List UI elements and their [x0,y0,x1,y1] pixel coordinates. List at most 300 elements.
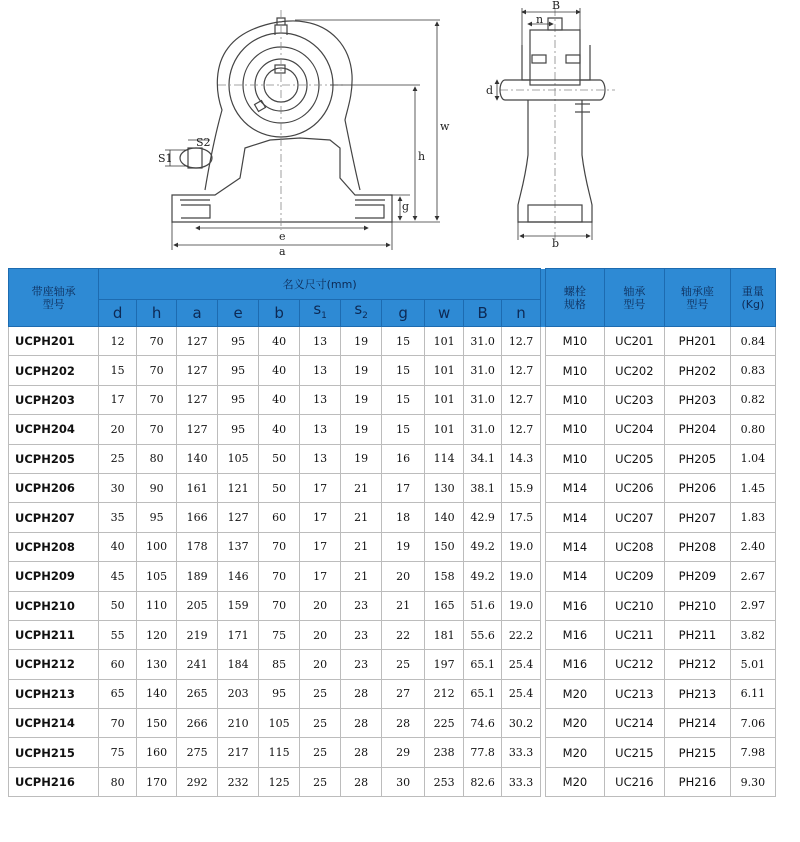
cell-b: 31.0 [464,327,502,356]
cell-s1: 13 [300,415,341,444]
cell-n: 25.4 [502,679,541,708]
header-symbol-text: b [274,303,284,322]
table-row [9,532,776,561]
cell-g: 28 [382,709,425,738]
cell-n: 12.7 [502,415,541,444]
cell-e: 95 [218,385,259,414]
table-row [9,503,776,532]
cell-d: 20 [99,415,137,444]
header-bolt-text: 螺栓 规格 [563,284,586,311]
cell-s1: 25 [300,679,341,708]
cell-s1: 17 [300,532,341,561]
header-bearing-text: 轴承 型号 [623,284,646,311]
cell-b: 70 [259,562,300,591]
header-dimensions-text: 名义尺寸(mm) [282,277,357,291]
cell-e: 217 [218,738,259,767]
cell-b: 40 [259,385,300,414]
cell-housing: PH214 [665,709,731,738]
cell-a: 178 [177,532,218,561]
cell-s1: 20 [300,650,341,679]
cell-s2: 23 [341,591,382,620]
cell-bearing: UC207 [604,503,664,532]
cell-a: 127 [177,385,218,414]
cell-weight: 9.30 [730,767,775,796]
cell-b: 40 [259,415,300,444]
cell-model: UCPH204 [9,415,99,444]
cell-s1: 25 [300,709,341,738]
table-row [9,620,776,649]
header-symbol-text: s [354,300,363,318]
cell-weight: 0.82 [730,385,775,414]
cell-a: 219 [177,620,218,649]
header-symbol-subscript: 2 [362,311,368,321]
cell-h: 80 [137,444,177,473]
cell-w: 101 [425,356,464,385]
cell-bearing: UC202 [604,356,664,385]
cell-bearing: UC210 [604,591,664,620]
cell-d: 25 [99,444,137,473]
cell-d: 17 [99,385,137,414]
cell-bearing: UC201 [604,327,664,356]
label-d: d [486,84,494,97]
cell-g: 15 [382,385,425,414]
cell-n: 12.7 [502,385,541,414]
cell-model: UCPH208 [9,532,99,561]
cell-weight: 7.06 [730,709,775,738]
cell-weight: 0.84 [730,327,775,356]
cell-s2: 23 [341,650,382,679]
header-symbol-text: h [151,303,162,322]
cell-g: 25 [382,650,425,679]
header-symbol-text: d [112,303,123,322]
label-n: n [536,13,544,26]
cell-h: 120 [137,620,177,649]
cell-b: 115 [259,738,300,767]
cell-g: 15 [382,415,425,444]
cell-b: 70 [259,591,300,620]
cell-d: 75 [99,738,137,767]
header-symbol-subscript: 1 [321,311,327,321]
cell-b: 75 [259,620,300,649]
cell-b: 31.0 [464,356,502,385]
front-dimension-lines [165,20,440,250]
cell-bolt: M10 [546,444,604,473]
cell-s1: 20 [300,620,341,649]
header-symbol-text: g [398,303,408,322]
cell-b: 50 [259,473,300,502]
cell-d: 55 [99,620,137,649]
table-row [9,356,776,385]
cell-n: 15.9 [502,473,541,502]
label-g: g [402,200,410,213]
cell-h: 170 [137,767,177,796]
label-e: e [279,230,286,243]
cell-w: 225 [425,709,464,738]
front-dimension-labels [158,120,450,258]
cell-bearing: UC209 [604,562,664,591]
cell-s2: 28 [341,709,382,738]
cell-b: 55.6 [464,620,502,649]
cell-weight: 7.98 [730,738,775,767]
cell-s1: 13 [300,444,341,473]
cell-model: UCPH211 [9,620,99,649]
cell-e: 137 [218,532,259,561]
cell-h: 100 [137,532,177,561]
header-weight-text: 重量 (Kg) [741,284,765,311]
cell-e: 232 [218,767,259,796]
cell-b: 31.0 [464,415,502,444]
cell-b: 38.1 [464,473,502,502]
cell-model: UCPH201 [9,327,99,356]
cell-housing: PH201 [665,327,731,356]
cell-bolt: M10 [546,356,604,385]
cell-housing: PH215 [665,738,731,767]
cell-h: 70 [137,356,177,385]
cell-e: 95 [218,356,259,385]
header-symbol-text: n [516,303,526,322]
header-symbol-text: e [233,303,243,322]
cell-s2: 21 [341,562,382,591]
cell-s1: 13 [300,356,341,385]
cell-bolt: M10 [546,415,604,444]
header-symbol-text: w [438,303,451,322]
header-model [9,269,99,327]
cell-b: 95 [259,679,300,708]
cell-g: 18 [382,503,425,532]
cell-h: 105 [137,562,177,591]
cell-g: 20 [382,562,425,591]
cell-a: 127 [177,415,218,444]
header-symbol [425,300,464,327]
label-b: b [552,237,560,250]
cell-bolt: M16 [546,591,604,620]
table-row [9,738,776,767]
cell-a: 292 [177,767,218,796]
table-row [9,767,776,796]
cell-housing: PH213 [665,679,731,708]
cell-bolt: M16 [546,650,604,679]
cell-weight: 2.40 [730,532,775,561]
cell-s1: 17 [300,562,341,591]
cell-bolt: M20 [546,679,604,708]
cell-s1: 17 [300,473,341,502]
cell-s2: 21 [341,473,382,502]
cell-w: 197 [425,650,464,679]
cell-bearing: UC206 [604,473,664,502]
cell-g: 27 [382,679,425,708]
cell-g: 17 [382,473,425,502]
cell-bolt: M20 [546,709,604,738]
cell-a: 205 [177,591,218,620]
table-row [9,679,776,708]
cell-n: 22.2 [502,620,541,649]
table-row [9,562,776,591]
cell-s2: 21 [341,532,382,561]
cell-w: 101 [425,385,464,414]
cell-w: 150 [425,532,464,561]
cell-model: UCPH205 [9,444,99,473]
table-row [9,415,776,444]
cell-h: 70 [137,327,177,356]
cell-a: 161 [177,473,218,502]
cell-model: UCPH213 [9,679,99,708]
cell-s1: 13 [300,385,341,414]
cell-d: 70 [99,709,137,738]
table-row [9,473,776,502]
cell-h: 95 [137,503,177,532]
table-row [9,385,776,414]
cell-bearing: UC208 [604,532,664,561]
cell-weight: 2.97 [730,591,775,620]
cell-d: 60 [99,650,137,679]
cell-g: 19 [382,532,425,561]
cell-n: 17.5 [502,503,541,532]
cell-g: 22 [382,620,425,649]
cell-w: 212 [425,679,464,708]
cell-e: 159 [218,591,259,620]
label-h: h [418,150,426,163]
cell-b: 70 [259,532,300,561]
cell-model: UCPH210 [9,591,99,620]
cell-w: 101 [425,415,464,444]
cell-bolt: M10 [546,327,604,356]
cell-weight: 1.45 [730,473,775,502]
cell-h: 70 [137,415,177,444]
header-symbol [137,300,177,327]
cell-d: 12 [99,327,137,356]
cell-b: 65.1 [464,650,502,679]
cell-b: 125 [259,767,300,796]
cell-e: 95 [218,327,259,356]
label-s2: S2 [196,136,211,149]
cell-w: 114 [425,444,464,473]
cell-bearing: UC203 [604,385,664,414]
cell-h: 70 [137,385,177,414]
cell-w: 238 [425,738,464,767]
cell-b: 34.1 [464,444,502,473]
cell-b: 82.6 [464,767,502,796]
table-row [9,709,776,738]
cell-model: UCPH207 [9,503,99,532]
cell-s1: 25 [300,767,341,796]
cell-a: 241 [177,650,218,679]
side-dimension-labels [486,0,560,250]
cell-model: UCPH216 [9,767,99,796]
table-row [9,591,776,620]
cell-w: 181 [425,620,464,649]
cell-e: 146 [218,562,259,591]
table-header [9,269,776,327]
cell-b: 50 [259,444,300,473]
header-symbol-text: B [477,303,488,322]
cell-g: 30 [382,767,425,796]
cell-weight: 5.01 [730,650,775,679]
header-symbol-text: s [313,300,322,318]
cell-w: 140 [425,503,464,532]
header-weight [730,269,775,327]
label-s1: S1 [158,152,173,165]
cell-housing: PH210 [665,591,731,620]
technical-drawing [0,0,800,265]
header-symbol [502,300,541,327]
cell-h: 160 [137,738,177,767]
cell-s1: 20 [300,591,341,620]
cell-weight: 0.83 [730,356,775,385]
cell-b: 42.9 [464,503,502,532]
cell-n: 19.0 [502,591,541,620]
cell-weight: 2.67 [730,562,775,591]
cell-b: 60 [259,503,300,532]
cell-h: 110 [137,591,177,620]
header-bolt [546,269,604,327]
cell-housing: PH211 [665,620,731,649]
cell-a: 127 [177,356,218,385]
cell-e: 171 [218,620,259,649]
cell-w: 158 [425,562,464,591]
cell-e: 127 [218,503,259,532]
cell-a: 266 [177,709,218,738]
cell-b: 65.1 [464,679,502,708]
side-view [500,18,605,222]
cell-s2: 19 [341,356,382,385]
cell-weight: 3.82 [730,620,775,649]
cell-e: 210 [218,709,259,738]
header-symbol [218,300,259,327]
cell-bearing: UC214 [604,709,664,738]
header-symbol [382,300,425,327]
label-B: B [552,0,561,12]
cell-model: UCPH206 [9,473,99,502]
cell-b: 74.6 [464,709,502,738]
cell-housing: PH209 [665,562,731,591]
cell-weight: 1.04 [730,444,775,473]
header-housing [665,269,731,327]
cell-b: 49.2 [464,562,502,591]
cell-housing: PH208 [665,532,731,561]
cell-model: UCPH212 [9,650,99,679]
cell-w: 130 [425,473,464,502]
cell-e: 184 [218,650,259,679]
header-bearing [604,269,664,327]
cell-housing: PH203 [665,385,731,414]
cell-w: 165 [425,591,464,620]
cell-n: 33.3 [502,767,541,796]
cell-b: 49.2 [464,532,502,561]
cell-d: 40 [99,532,137,561]
cell-n: 19.0 [502,532,541,561]
cell-bearing: UC215 [604,738,664,767]
cell-a: 275 [177,738,218,767]
cell-bearing: UC212 [604,650,664,679]
cell-w: 101 [425,327,464,356]
cell-s2: 19 [341,415,382,444]
cell-bolt: M14 [546,503,604,532]
cell-g: 15 [382,356,425,385]
cell-g: 15 [382,327,425,356]
cell-h: 140 [137,679,177,708]
cell-bearing: UC211 [604,620,664,649]
cell-d: 30 [99,473,137,502]
cell-bearing: UC216 [604,767,664,796]
cell-b: 105 [259,709,300,738]
cell-s1: 13 [300,327,341,356]
cell-housing: PH204 [665,415,731,444]
cell-s1: 25 [300,738,341,767]
cell-d: 15 [99,356,137,385]
header-symbol [99,300,137,327]
cell-housing: PH216 [665,767,731,796]
cell-n: 30.2 [502,709,541,738]
header-housing-text: 轴承座 型号 [680,284,714,311]
cell-housing: PH207 [665,503,731,532]
cell-w: 253 [425,767,464,796]
cell-h: 130 [137,650,177,679]
cell-e: 203 [218,679,259,708]
cell-s1: 17 [300,503,341,532]
cell-g: 29 [382,738,425,767]
cell-bolt: M20 [546,738,604,767]
cell-a: 189 [177,562,218,591]
cell-b: 77.8 [464,738,502,767]
front-view [172,18,392,222]
header-symbol [259,300,300,327]
cell-n: 12.7 [502,327,541,356]
cell-bolt: M16 [546,620,604,649]
table-row [9,650,776,679]
cell-d: 45 [99,562,137,591]
cell-s2: 28 [341,738,382,767]
cell-s2: 19 [341,327,382,356]
cell-e: 105 [218,444,259,473]
header-dimensions [99,269,541,300]
cell-d: 50 [99,591,137,620]
cell-b: 40 [259,356,300,385]
spec-table [8,268,776,797]
label-a: a [279,245,286,258]
cell-n: 25.4 [502,650,541,679]
header-symbol-text: a [192,303,202,322]
cell-e: 121 [218,473,259,502]
cell-housing: PH212 [665,650,731,679]
cell-weight: 6.11 [730,679,775,708]
header-model-text: 带座轴承 型号 [31,284,76,311]
cell-s2: 19 [341,444,382,473]
cell-housing: PH202 [665,356,731,385]
cell-a: 140 [177,444,218,473]
cell-s2: 19 [341,385,382,414]
cell-model: UCPH209 [9,562,99,591]
cell-bolt: M14 [546,473,604,502]
cell-n: 19.0 [502,562,541,591]
cell-housing: PH205 [665,444,731,473]
cell-model: UCPH214 [9,709,99,738]
bearing-drawing-svg [0,0,800,265]
cell-bolt: M10 [546,385,604,414]
cell-g: 21 [382,591,425,620]
cell-model: UCPH215 [9,738,99,767]
cell-weight: 0.80 [730,415,775,444]
cell-e: 95 [218,415,259,444]
cell-bolt: M14 [546,562,604,591]
cell-d: 35 [99,503,137,532]
cell-model: UCPH202 [9,356,99,385]
cell-a: 265 [177,679,218,708]
cell-bolt: M20 [546,767,604,796]
cell-s2: 28 [341,679,382,708]
cell-s2: 23 [341,620,382,649]
cell-model: UCPH203 [9,385,99,414]
cell-h: 150 [137,709,177,738]
